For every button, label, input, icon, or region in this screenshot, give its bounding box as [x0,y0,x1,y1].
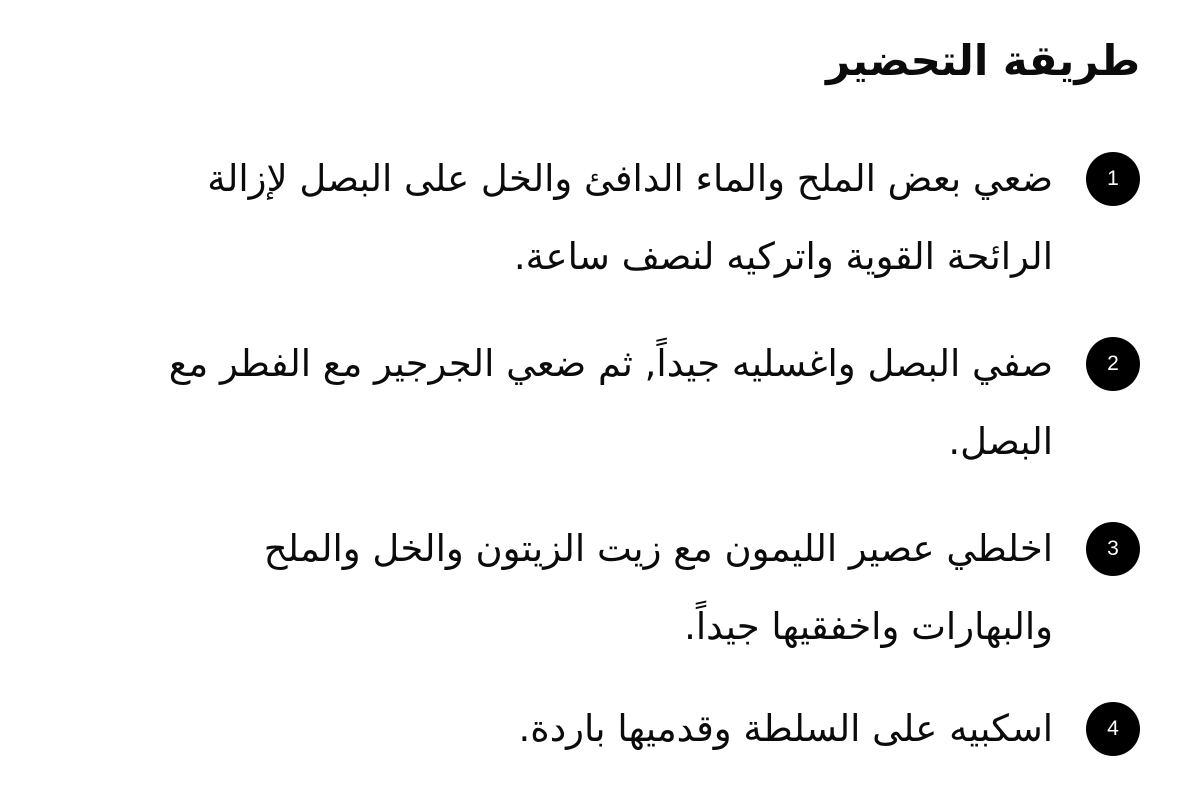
page-title: طريقة التحضير [825,36,1140,85]
step-number-badge: 3 [1086,522,1140,576]
step-text: اسكبيه على السلطة وقدميها باردة. [518,707,1053,750]
step-text: ضعي بعض الملح والماء الدافئ والخل على البصل لإزالة الرائحة القوية واتركيه لنصف ساعة. [207,157,1053,278]
step-number-badge: 4 [1086,702,1140,756]
step-text: صفي البصل واغسليه جيداً, ثم ضعي الجرجير مع الفطر مع البصل. [168,342,1053,463]
step-number-badge: 1 [1086,152,1140,206]
step-number-badge: 2 [1086,337,1140,391]
step-text: اخلطي عصير الليمون مع زيت الزيتون والخل والملح والبهارات واخفقيها جيداً. [263,527,1053,648]
